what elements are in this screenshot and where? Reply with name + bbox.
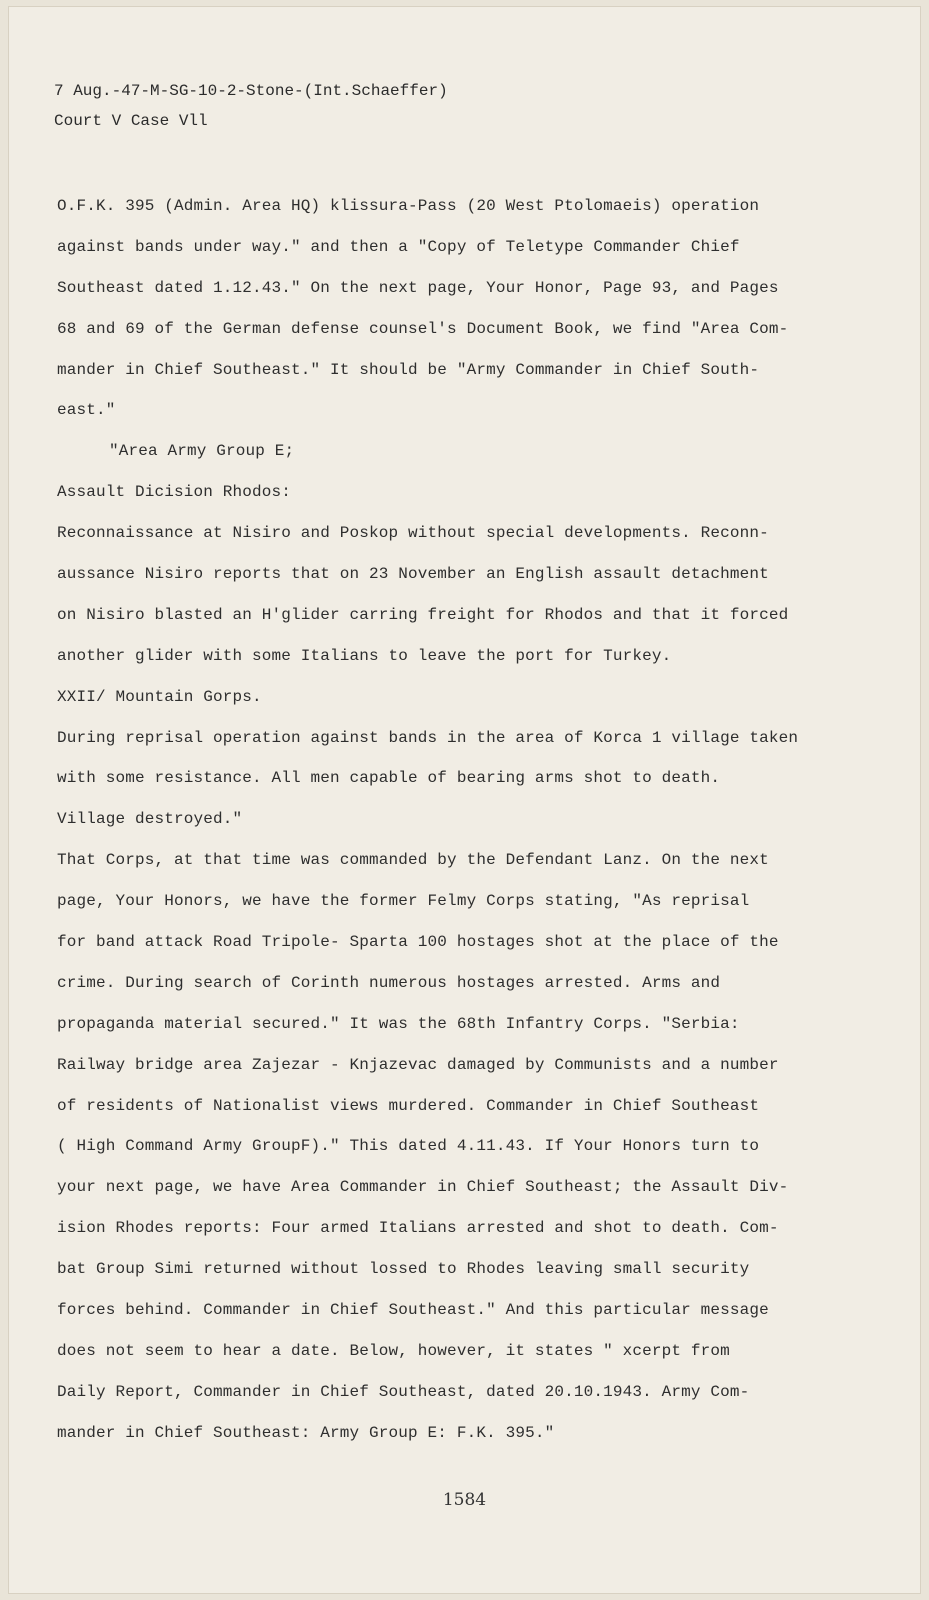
body-line: for band attack Road Tripole- Sparta 100 hostages shot at the place of the xyxy=(57,933,779,952)
body-line: propaganda material secured." It was the 68th Infantry Corps. "Serbia: xyxy=(57,1014,740,1033)
body-line: east." xyxy=(57,401,116,420)
body-line: another glider with some Italians to leave the port for Turkey. xyxy=(57,646,672,665)
body-line: crime. During search of Corinth numerous hostages arrested. Arms and xyxy=(57,973,721,992)
body-line: with some resistance. All men capable of bearing arms shot to death. xyxy=(57,769,721,788)
body-line: Southeast dated 1.12.43." On the next page, Your Honor, Page 93, and Pages xyxy=(57,278,779,297)
body-line: mander in Chief Southeast." It should be "Army Commander in Chief South- xyxy=(57,360,760,379)
body-line: does not seem to hear a date. Below, however, it states " xcerpt from xyxy=(57,1341,730,1360)
body-line: XXII/ Mountain Gorps. xyxy=(57,687,262,706)
body-line: forces behind. Commander in Chief Southeast." And this particular message xyxy=(57,1301,769,1320)
body-line: ( High Command Army GroupF)." This dated 4.11.43. If Your Honors turn to xyxy=(57,1137,760,1156)
body-line: That Corps, at that time was commanded by the Defendant Lanz. On the next xyxy=(57,851,769,870)
body-line: mander in Chief Southeast: Army Group E: F.K. 395." xyxy=(57,1423,555,1442)
body-line: on Nisiro blasted an H'glider carring freight for Rhodos and that it forced xyxy=(57,605,789,624)
body-line: Reconnaissance at Nisiro and Poskop without special developments. Reconn- xyxy=(57,524,769,543)
body-line: Village destroyed." xyxy=(57,810,243,829)
body-line: aussance Nisiro reports that on 23 November an English assault detachment xyxy=(57,565,769,584)
body-line: Daily Report, Commander in Chief Southeast, dated 20.10.1943. Army Com- xyxy=(57,1382,750,1401)
body-line: ision Rhodes reports: Four armed Italians arrested and shot to death. Com- xyxy=(57,1219,779,1238)
body-line: against bands under way." and then a "Copy of Teletype Commander Chief xyxy=(57,237,740,256)
page-number: 1584 xyxy=(442,1490,487,1510)
transcript-body xyxy=(57,186,857,1454)
body-line: "Area Army Group E; xyxy=(109,442,295,461)
body-line: your next page, we have Area Commander in Chief Southeast; the Assault Div- xyxy=(57,1178,789,1197)
document-page xyxy=(8,6,921,1594)
header-reference-line: 7 Aug.-47-M-SG-10-2-Stone-(Int.Schaeffer) xyxy=(54,82,448,100)
body-line: 68 and 69 of the German defense counsel's Document Book, we find "Area Com- xyxy=(57,319,789,338)
body-line: bat Group Simi returned without lossed to Rhodes leaving small security xyxy=(57,1260,750,1279)
document-header xyxy=(54,76,448,136)
body-line: During reprisal operation against bands in the area of Korca 1 village taken xyxy=(57,728,799,747)
body-line: page, Your Honors, we have the former Felmy Corps stating, "As reprisal xyxy=(57,892,750,911)
body-line: O.F.K. 395 (Admin. Area HQ) klissura-Pass (20 West Ptolomaeis) operation xyxy=(57,197,760,215)
header-court-line: Court V Case Vll xyxy=(54,112,208,130)
body-line: Railway bridge area Zajezar - Knjazevac damaged by Communists and a number xyxy=(57,1055,779,1074)
body-line: of residents of Nationalist views murdered. Commander in Chief Southeast xyxy=(57,1096,760,1115)
body-line: Assault Dicision Rhodos: xyxy=(57,483,292,502)
